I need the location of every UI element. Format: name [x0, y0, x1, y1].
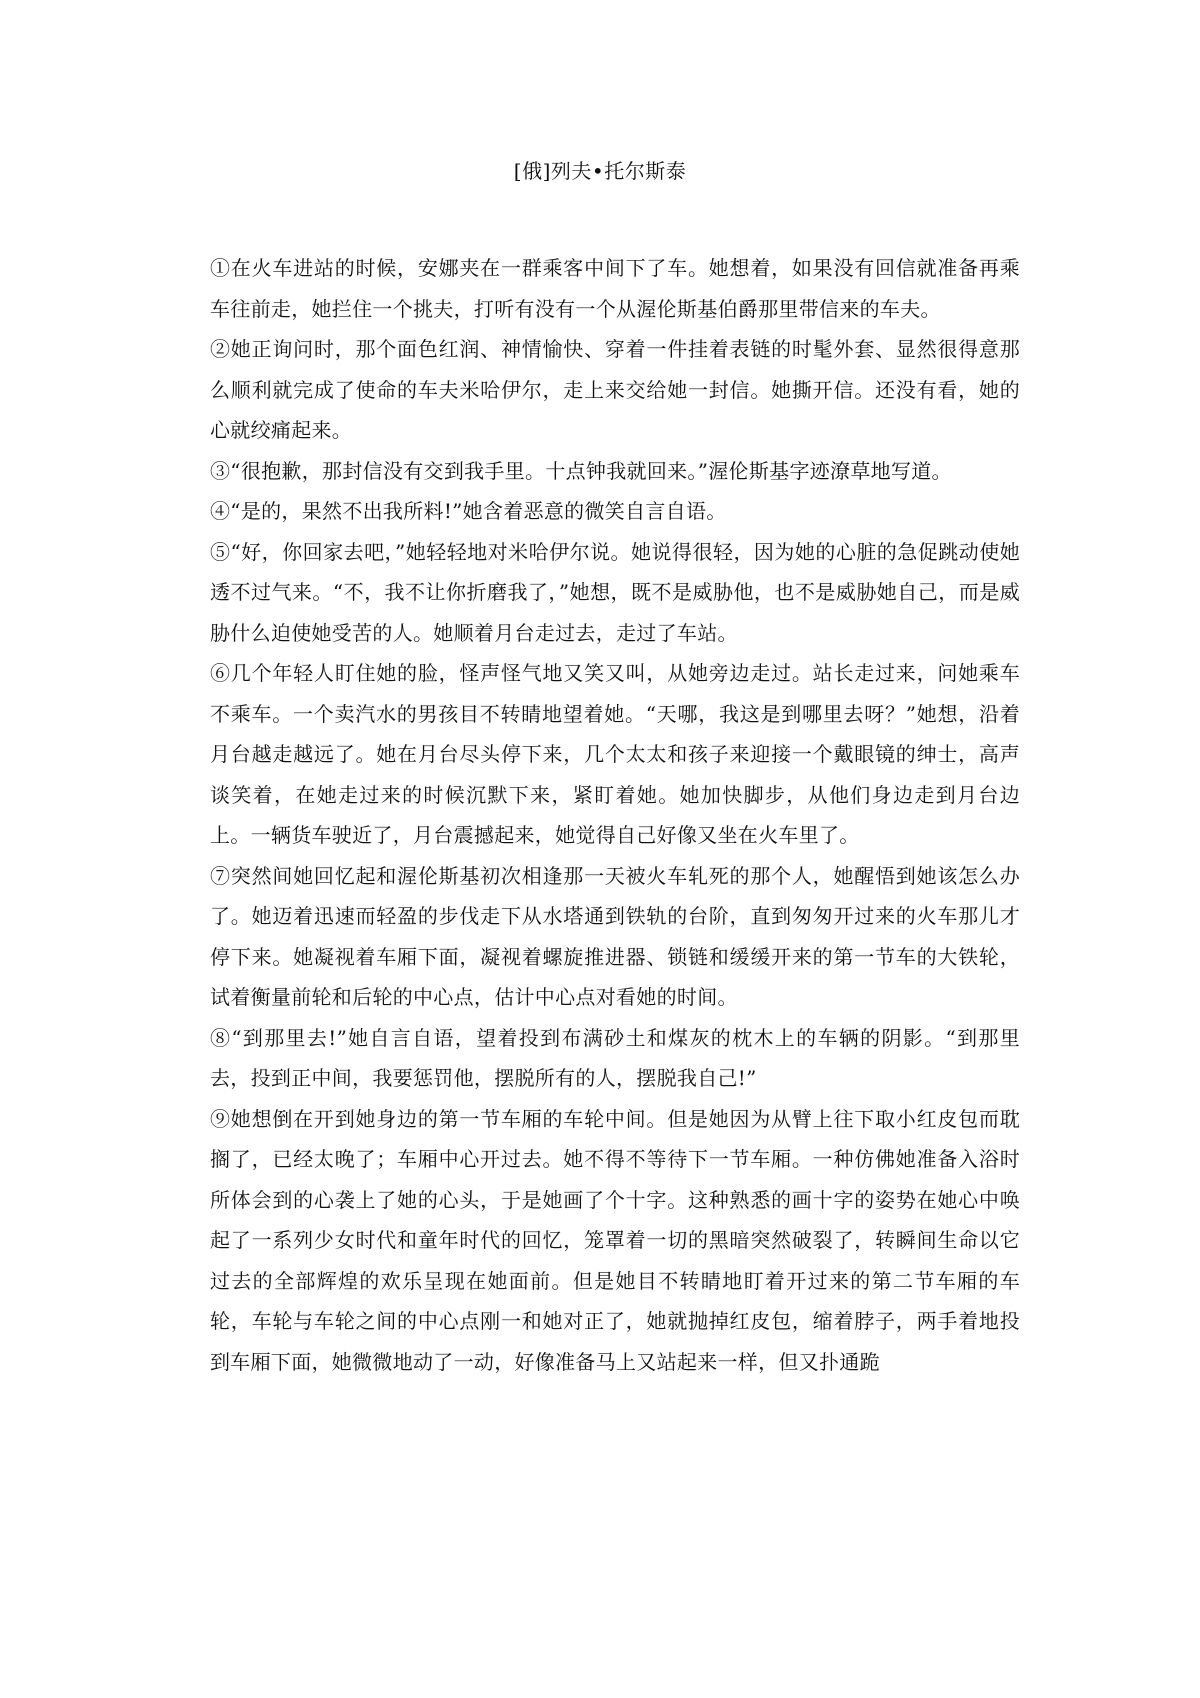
paragraph-7: ⑦突然间她回忆起和渥伦斯基初次相逢那一天被火车轧死的那个人，她醒悟到她该怎么办了。她迈着迅速而轻盈的步伐走下从水塔通到铁轨的台阶，直到匆匆开过来的火车那儿才停下来。她凝视着车厢下面，凝视着螺旋推进器、锁链和缓缓开来的第一节车的大铁轮，试着衡量前轮和后轮的中心点，估计中心点对看她的时间。	[210, 863, 1020, 1009]
paragraph-5: ⑤“好，你回家去吧，”她轻轻地对米哈伊尔说。她说得很轻，因为她的心脏的急促跳动使她透不过气来。“不，我不让你折磨我了，”她想，既不是威胁他，也不是威胁她自己，而是威胁什么迫使她受苦的人。她顺着月台走过去，走过了车站。	[210, 539, 1020, 645]
paragraph-1: ①在火车进站的时候，安娜夹在一群乘客中间下了车。她想着，如果没有回信就准备再乘车往前走，她拦住一个挑夫，打听有没有一个从渥伦斯基伯爵那里带信来的车夫。	[210, 256, 1020, 321]
paragraph-6: ⑥几个年轻人盯住她的脸，怪声怪气地又笑又叫，从她旁边走过。站长走过来，问她乘车不乘车。一个卖汽水的男孩目不转睛地望着她。“天哪，我这是到哪里去呀？”她想，沿着月台越走越远了。她在月台尽头停下来，几个太太和孩子来迎接一个戴眼镜的绅士，高声谈笑着，在她走过来的时候沉默下来，紧盯着她。她加快脚步，从他们身边走到月台边上。一辆货车驶近了，月台震撼起来，她觉得自己好像又坐在火车里了。	[210, 661, 1020, 847]
paragraph-4: ④“是的，果然不出我所料!”她含着恶意的微笑自言自语。	[210, 499, 727, 523]
paragraph-8: ⑧“到那里去!”她自言自语，望着投到布满砂土和煤灰的枕木上的车辆的阴影。“到那里去，投到正中间，我要惩罚他，摆脱所有的人，摆脱我自己!”	[210, 1025, 1020, 1090]
paragraph-2: ②她正询问时，那个面色红润、神情愉快、穿着一件挂着表链的时髦外套、显然很得意那么顺利就完成了使命的车夫米哈伊尔，走上来交给她一封信。她撕开信。还没有看，她的心就绞痛起来。	[210, 337, 1020, 442]
paragraph-9: ⑨她想倒在开到她身边的第一节车厢的车轮中间。但是她因为从臂上往下取小红皮包而耽搁了，已经太晚了；车厢中心开过去。她不得不等待下一节车厢。一种仿佛她准备入浴时所体会到的心袭上了她的心头，于是她画了个十字。这种熟悉的画十字的姿势在她心中唤起了一系列少女时代和童年时代的回忆，笼罩着一切的黑暗突然破裂了，转瞬间生命以它过去的全部辉煌的欢乐呈现在她面前。但是她目不转睛地盯着开过来的第二节车厢的车轮，车轮与车轮之间的中心点刚一和她对正了，她就抛掉红皮包，缩着脖子，两手着地投到车厢下面，她微微地动了一动，好像准备马上又站起来一样，但又扑通跪	[210, 1106, 1020, 1374]
document-body	[210, 248, 1020, 1382]
paragraph-3: ③“很抱歉，那封信没有交到我手里。十点钟我就回来。”渥伦斯基字迹潦草地写道。	[210, 458, 952, 483]
author-line: [俄]列夫•托尔斯泰	[513, 159, 687, 183]
